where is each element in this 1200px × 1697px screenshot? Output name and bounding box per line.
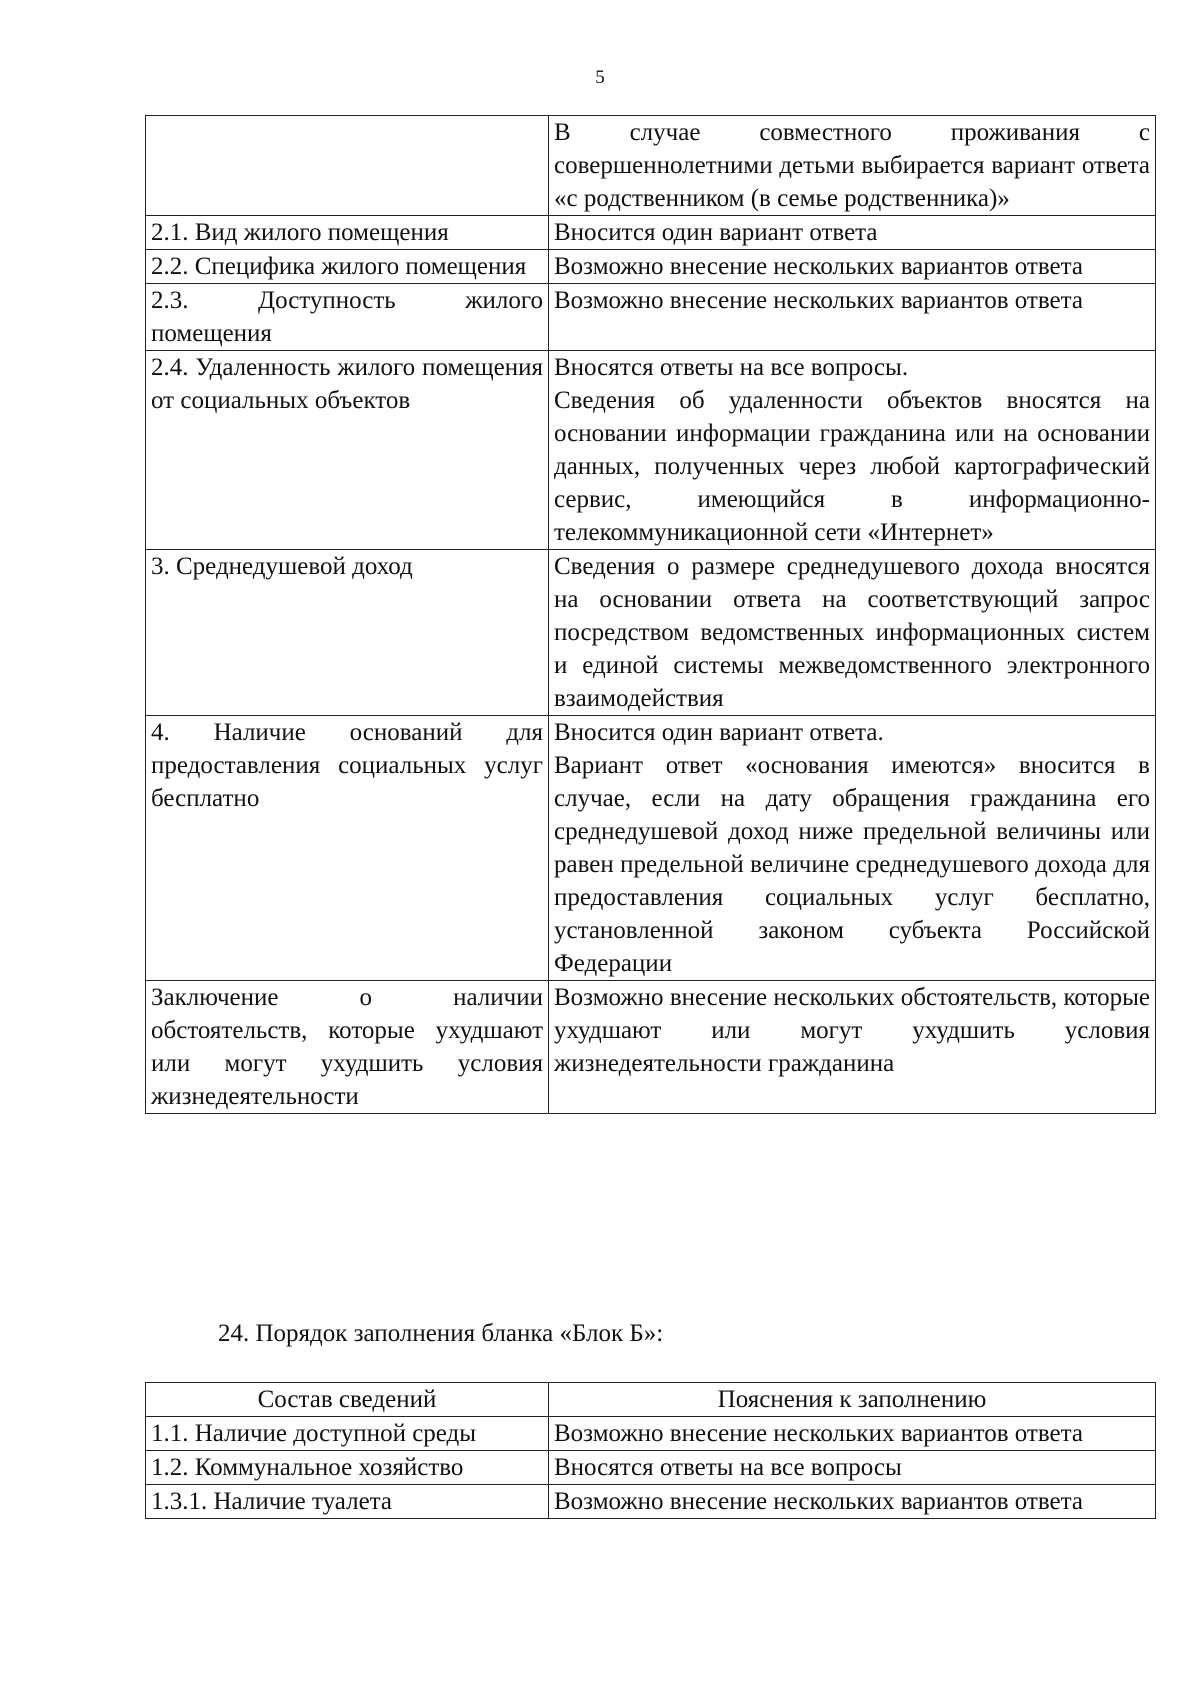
fill-note-cell <box>549 250 1156 284</box>
info-item-cell <box>146 1485 549 1519</box>
fill-note-cell <box>549 216 1156 250</box>
fill-note-text: Вносится один вариант ответа. Вариант ответ «основания имеются» вносится в случае, если на дату обращения гражданина его среднедушевой доход ниже предельной величины или равен предельной величине среднедушевого дохода для предоставления социальных услуг бесплатно, установленной законом субъекта Российской Федерации <box>554 719 1150 977</box>
info-item-cell <box>146 250 549 284</box>
column-header: Состав сведений <box>146 1383 549 1417</box>
fill-note-cell <box>549 716 1156 981</box>
info-item-label: 2.4. Удаленность жилого помещения от социальных объектов <box>151 354 543 414</box>
info-item-cell <box>146 1417 549 1451</box>
info-item-label: 2.2. Специфика жилого помещения <box>151 253 527 280</box>
info-item-label: 3. Среднедушевой доход <box>151 553 413 580</box>
info-item-cell <box>146 981 549 1114</box>
fill-note-text: Сведения о размере среднедушевого дохода вносятся на основании ответа на соответствующий запрос посредством ведомственных информационных систем и единой системы межведомственного электронного взаимодействия <box>554 553 1150 712</box>
table-row <box>146 981 1156 1114</box>
info-item-cell <box>146 1451 549 1485</box>
info-item-label: 1.2. Коммунальное хозяйство <box>151 1454 464 1481</box>
table-row <box>146 1485 1156 1519</box>
fill-note-text: Вносятся ответы на все вопросы. Сведения об удаленности объектов вносятся на основании информации гражданина или на основании данных, полученных через любой картографический сервис, имеющийся в информационно-телекоммуникационной сети «Интернет» <box>554 354 1150 546</box>
explanations-table-continued <box>145 115 1156 1114</box>
section-heading: 24. Порядок заполнения бланка «Блок Б»: <box>218 1320 664 1347</box>
fill-note-text: Возможно внесение нескольких вариантов ответа <box>554 1420 1083 1447</box>
table-row <box>146 116 1156 216</box>
info-item-label: 2.3. Доступность жилого помещения <box>151 287 543 347</box>
fill-note-text: Вносится один вариант ответа <box>554 219 878 246</box>
info-item-cell <box>146 116 549 216</box>
block-b-explanations-table <box>145 1382 1156 1519</box>
table-row <box>146 1417 1156 1451</box>
table-row <box>146 1451 1156 1485</box>
fill-note-text: Возможно внесение нескольких вариантов ответа <box>554 253 1083 280</box>
fill-note-cell <box>549 1485 1156 1519</box>
fill-note-text: Вносятся ответы на все вопросы <box>554 1454 902 1481</box>
info-item-cell <box>146 216 549 250</box>
fill-note-cell <box>549 981 1156 1114</box>
info-item-cell <box>146 550 549 716</box>
info-item-cell <box>146 716 549 981</box>
fill-note-text: Возможно внесение нескольких вариантов ответа <box>554 1488 1083 1515</box>
table-row <box>146 216 1156 250</box>
column-header: Пояснения к заполнению <box>549 1383 1156 1417</box>
fill-note-cell <box>549 1417 1156 1451</box>
fill-note-cell <box>549 116 1156 216</box>
table-row <box>146 550 1156 716</box>
info-item-label: 1.1. Наличие доступной среды <box>151 1420 477 1447</box>
fill-note-text: Возможно внесение нескольких вариантов ответа <box>554 287 1083 314</box>
table-row <box>146 284 1156 351</box>
table-header-row <box>146 1383 1156 1417</box>
table-row <box>146 716 1156 981</box>
fill-note-text: В случае совместного проживания с совершеннолетними детьми выбирается вариант ответа «с родственником (в семье родственника)» <box>554 119 1150 212</box>
page-number: 5 <box>595 67 605 88</box>
info-item-label: 4. Наличие оснований для предоставления социальных услуг бесплатно <box>151 719 543 812</box>
table-row <box>146 250 1156 284</box>
fill-note-cell <box>549 1451 1156 1485</box>
fill-note-cell <box>549 351 1156 550</box>
info-item-cell <box>146 351 549 550</box>
fill-note-cell <box>549 550 1156 716</box>
info-item-label: 1.3.1. Наличие туалета <box>151 1488 393 1515</box>
info-item-cell <box>146 284 549 351</box>
fill-note-text: Возможно внесение нескольких обстоятельств, которые ухудшают или могут ухудшить условия жизнедеятельности гражданина <box>554 984 1150 1077</box>
info-item-label: 2.1. Вид жилого помещения <box>151 219 449 246</box>
info-item-label: Заключение о наличии обстоятельств, которые ухудшают или могут ухудшить условия жизнедеятельности <box>151 984 543 1110</box>
table-row <box>146 351 1156 550</box>
fill-note-cell <box>549 284 1156 351</box>
